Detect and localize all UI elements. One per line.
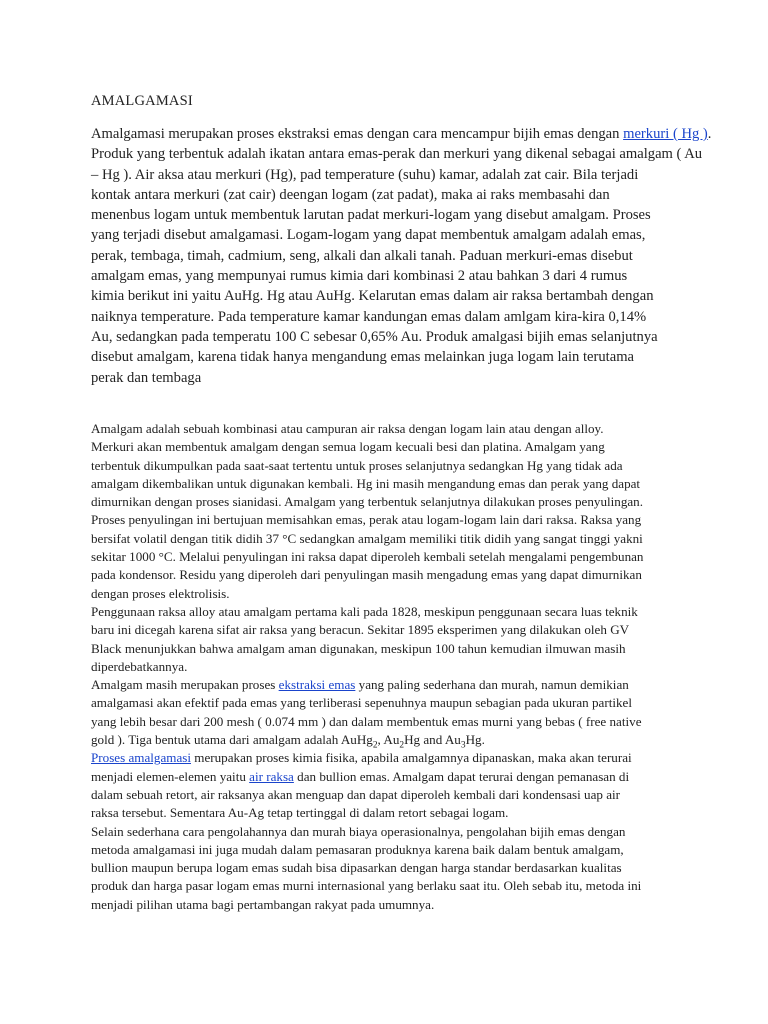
text-line: Amalgam adalah sebuah kombinasi atau campuran air raksa dengan logam lain atau dengan alloy. (91, 421, 604, 436)
link-proses-amalgamasi[interactable]: Proses amalgamasi (91, 750, 191, 766)
text-line: kontak antara merkuri (zat cair) deengan logam (zat padat), maka ai raks membasahi dan (91, 186, 610, 203)
text-line: dalam sebuah retort, air raksanya akan menguap dan dapat diperoleh kembali dari kondensasi uap air (91, 786, 621, 802)
text-line: amalgam dikembalikan untuk digunakan kembali. Hg ini masih mengandung emas dan perak yang dapat (91, 475, 641, 491)
paragraph-benefits (91, 823, 691, 914)
text-line: Amalgam masih merupakan proses ekstraksi emas yang paling sederhana dan murah, namun demikian (91, 677, 629, 693)
text-line: gold ). Tiga bentuk utama dari amalgam adalah AuHg$_2$, $Au_2Hg$ and $Au_3Hg$. (91, 732, 485, 751)
text-line: Amalgamasi merupakan proses ekstraksi emas dengan cara mencampur bijih emas dengan merkuri ( Hg ). (91, 126, 712, 142)
text-line: Proses amalgamasi merupakan proses kimia fisika, apabila amalgamnya dipanaskan, maka akan terurai (91, 750, 632, 766)
text-line: produk dan harga pasar logam emas murni internasional yang berlaku saat itu. Oleh sebab itu, metoda ini (91, 878, 642, 894)
text-line: bersifat volatil dengan titik didih 37 °C sedangkan amalgam memiliki titik didih yang sangat tinggi yakni (91, 530, 643, 546)
text-line: Produk yang terbentuk adalah ikatan antara emas-perak dan merkuri yang dikenal sebagai amalgam ( Au (91, 146, 703, 163)
text-line: Au, sedangkan pada temperatu 100 C sebesar 0,65% Au. Produk amalgasi bijih emas selanjutnya (91, 328, 658, 345)
text-line: bullion maupun berupa logam emas sudah bisa dipasarkan dengan harga standar berdasarkan kualitas (91, 860, 622, 876)
text-line: terbentuk dikumpulkan pada saat-saat tertentu untuk proses selanjutnya sedangkan Hg yang tidak ada (91, 457, 623, 473)
text-line: diperdebatkannya. (91, 658, 188, 674)
text-line: Merkuri akan membentuk amalgam dengan semua logam kecuali besi dan platina. Amalgam yang (91, 439, 605, 455)
text-line: perak, tembaga, timah, cadmium, seng, alkali dan alkali tanah. Paduan merkuri-emas disebut (91, 247, 633, 264)
page-title: AMALGAMASI (91, 93, 193, 109)
text-line: raksa tersebut. Sementara Au-Ag tetap tertinggal di dalam retort sebagai logam. (91, 805, 509, 821)
link-merkuri[interactable]: merkuri ( Hg ) (623, 126, 708, 142)
text-line: menjadi elemen-elemen yaitu air raksa dan bullion emas. Amalgam dapat terurai dengan pemanasan di (91, 768, 630, 784)
text-line: Penggunaan raksa alloy atau amalgam pertama kali pada 1828, meskipun penggunaan secara luas teknik (91, 603, 638, 619)
text-line: menjadi pilihan utama bagi pertambangan rakyat pada umumnya. (91, 896, 435, 912)
text-line: perak dan tembaga (91, 369, 202, 386)
text-line: sekitar 1000 °C. Melalui penyulingan ini raksa dapat diperoleh kembali setelah mengalami pengembunan (91, 549, 644, 565)
text-line: yang lebih besar dari 200 mesh ( 0.074 mm ) dan dalam membentuk emas murni yang bebas ( free native (91, 713, 642, 729)
text-line: metoda amalgamasi ini juga mudah dalam pemasaran produknya karena baik dalam bentuk amalgam, (91, 841, 624, 857)
text-line: Proses penyulingan ini bertujuan memisahkan emas, perak atau logam-logam lain dari raksa. Raksa yang (91, 512, 642, 528)
text-line: baru ini dicegah karena sifat air raksa yang beracun. Sekitar 1895 eksperimen yang dilakukan oleh GV (91, 622, 630, 638)
paragraph-process (91, 749, 691, 822)
paragraph-history (91, 603, 691, 676)
text-line: pada kondensor. Residu yang diperoleh dari penyulingan masih mengadung emas yang dapat dimurnikan (91, 567, 642, 583)
paragraph-extraction (91, 676, 691, 749)
body-text (91, 420, 691, 914)
text-line: – Hg ). Air aksa atau merkuri (Hg), pad temperature (suhu) kamar, adalah zat cair. Bila terjadi (91, 166, 639, 183)
paragraph-amalgam (91, 420, 691, 603)
text-line: disebut amalgam, karena tidak hanya mengandung emas melainkan juga logam lain terutama (91, 349, 635, 366)
text-line: amalgamasi akan efektif pada emas yang terliberasi sepenuhnya maupun sebagian pada ukuran partikel (91, 695, 632, 711)
text-line: kimia berikut ini yaitu AuHg. Hg atau AuHg. Kelarutan emas dalam air raksa bertambah dengan (91, 288, 654, 305)
text-line: Selain sederhana cara pengolahannya dan murah biaya operasionalnya, pengolahan bijih emas dengan (91, 823, 626, 839)
text-line: amalgam emas, yang mempunyai rumus kimia dari kombinasi 2 atau bahkan 3 dari 4 rumus (91, 268, 628, 285)
text-line: naiknya temperature. Pada temperature kamar kandungan emas dalam amlgam kira-kira 0,14% (91, 308, 647, 325)
text-line: yang terjadi disebut amalgamasi. Logam-logam yang dapat membentuk amalgam adalah emas, (91, 227, 646, 244)
text-line: dengan proses elektrolisis. (91, 585, 230, 601)
intro-paragraph (91, 124, 712, 388)
link-ekstraksi-emas[interactable]: ekstraksi emas (278, 677, 356, 693)
text-line: Black menunjukkan bahwa amalgam aman digunakan, meskipun 100 tahun kemudian ilmuwan masih (91, 640, 626, 656)
text-line: menenbus logam untuk membentuk larutan padat merkuri-logam yang disebut amalgam. Proses (91, 207, 651, 224)
link-air-raksa[interactable]: air raksa (249, 768, 294, 784)
text-line: dimurnikan dengan proses sianidasi. Amalgam yang terbentuk selanjutnya dilakukan proses penyulingan. (91, 494, 643, 510)
